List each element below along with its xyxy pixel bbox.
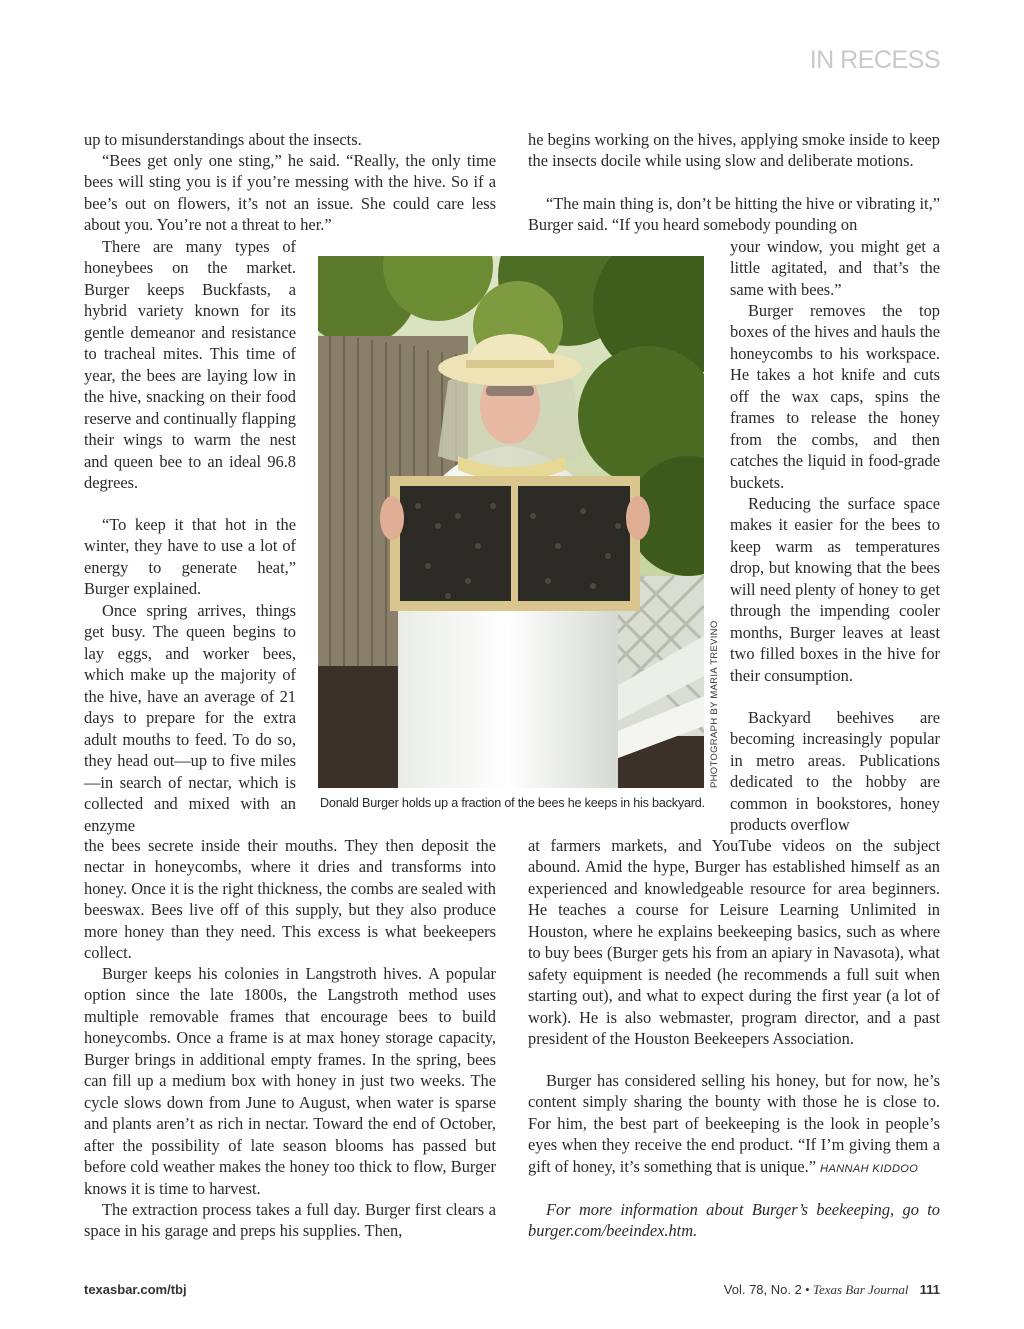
article-paragraph: Reducing the surface space makes it easier for the bees to keep warm as temperatures drop, but knowing that the bees will need plenty of honey to get through the impending cooler months, Burger leaves at least two filled boxes in the hive for their consumption.: [730, 494, 940, 685]
section-label: IN RECESS: [809, 46, 940, 74]
article-paragraph: [528, 1070, 940, 1180]
beekeeper-photo-illustration: [318, 256, 704, 788]
photo-caption: Donald Burger holds up a fraction of the bees he keeps in his backyard.: [320, 796, 705, 810]
footer-issue-info: [724, 1282, 940, 1298]
footer-journal-name: Texas Bar Journal: [812, 1282, 909, 1297]
photo-credit: PHOTOGRAPH BY MARIA TREVINO: [709, 620, 720, 788]
article-photo: [318, 256, 704, 788]
byline: HANNAH KIDDOO: [820, 1162, 919, 1175]
article-paragraph: “Bees get only one sting,” he said. “Really, the only time bees will sting you is if you’re messing with the hive. So if a bee’s out on flowers, it’s not an issue. She could care less about you. You’re not a threat to her.”: [84, 151, 496, 235]
article-paragraph: “To keep it that hot in the winter, they have to use a lot of energy to generate heat,” Burger explained.: [84, 515, 296, 599]
article-paragraph: up to misunderstandings about the insects.: [84, 130, 362, 149]
article-paragraph: Burger keeps his colonies in Langstroth hives. A popular option since the late 1800s, the Langstroth method uses multiple removable frames that encourage bees to build honeycombs. Once a frame is at max honey storage capacity, Burger brings in additional empty frames. In the spring, bees can fill up a medium box with honey in just two weeks. The cycle slows down from June to August, when water is sparse and plants aren’t as rich in nectar. Toward the end of October, after the possibility of late season blooms has passed but before cold weather makes the honey too thick to flow, Burger knows it is time to harvest.: [84, 964, 496, 1198]
page-number: 111: [919, 1282, 940, 1297]
article-paragraph: “The main thing is, don’t be hitting the hive or vibrating it,” Burger said. “If you heard somebody pounding on: [528, 194, 940, 235]
footer-volume: Vol. 78, No. 2: [723, 1282, 802, 1297]
footer-url[interactable]: texasbar.com/tbj: [84, 1282, 187, 1297]
article-text: Burger has considered selling his honey, but for now, he’s content simply sharing the bounty with those he is close to. For him, the best part of beekeeping is the look in people’s eyes when they receive the end product. “If I’m giving them a gift of honey, it’s something that is unique.”: [528, 1071, 940, 1176]
article-paragraph: The extraction process takes a full day. Burger first clears a space in his garage and preps his supplies. Then,: [84, 1200, 496, 1241]
article-paragraph: at farmers markets, and YouTube videos on the subject abound. Amid the hype, Burger has established himself as an experienced and knowledgeable resource for area beginners. He teaches a course for Leisure Learning Unlimited in Houston, where he explains beekeeping basics, such as where to buy bees (Burger gets his from an apiary in Navasota), what safety equipment is needed (he recommends a full suit when starting out), and what to expect during the first year (a lot of work). He is also webmaster, program director, and a past president of the Houston Beekeepers Association.: [528, 836, 940, 1049]
more-info-line: For more information about Burger’s beekeeping, go to burger.com/beeindex.htm.: [528, 1200, 940, 1241]
article-paragraph: Backyard beehives are becoming increasingly popular in metro areas. Publications dedicated to the hobby are common in bookstores, honey products overflow: [730, 708, 940, 835]
article-paragraph: your window, you might get a little agitated, and that’s the same with bees.”: [730, 237, 940, 299]
article-paragraph: he begins working on the hives, applying smoke inside to keep the insects docile while using slow and deliberate motions.: [528, 130, 940, 171]
article-paragraph: There are many types of honeybees on the market. Burger keeps Buckfasts, a hybrid variety known for its gentle demeanor and resistance to tracheal mites. This time of year, the bees are laying low in the hive, snacking on their food reserve and continually flapping their wings to warm the nest and queen bee to an ideal 96.8 degrees.: [84, 237, 296, 492]
article-paragraph: Once spring arrives, things get busy. The queen begins to lay eggs, and worker bees, which make up the majority of the hive, have an average of 21 days to prepare for the extra adult mouths to feed. To do so, they head out—up to five miles—in search of nectar, which is collected and mixed with an enzyme: [84, 601, 296, 835]
article-paragraph: Burger removes the top boxes of the hives and hauls the honeycombs to his workspace. He takes a hot knife and cuts off the wax caps, spins the frames to release the honey from the combs, and then catches the liquid in food-grade buckets.: [730, 301, 940, 492]
article-paragraph: the bees secrete inside their mouths. They then deposit the nectar in honeycombs, where it dries and transforms into honey. Once it is the right thickness, the combs are sealed with beeswax. Bees live off of this supply, but they also produce more honey than they need. This excess is what beekeepers collect.: [84, 836, 496, 963]
footer-bullet: •: [805, 1282, 810, 1297]
